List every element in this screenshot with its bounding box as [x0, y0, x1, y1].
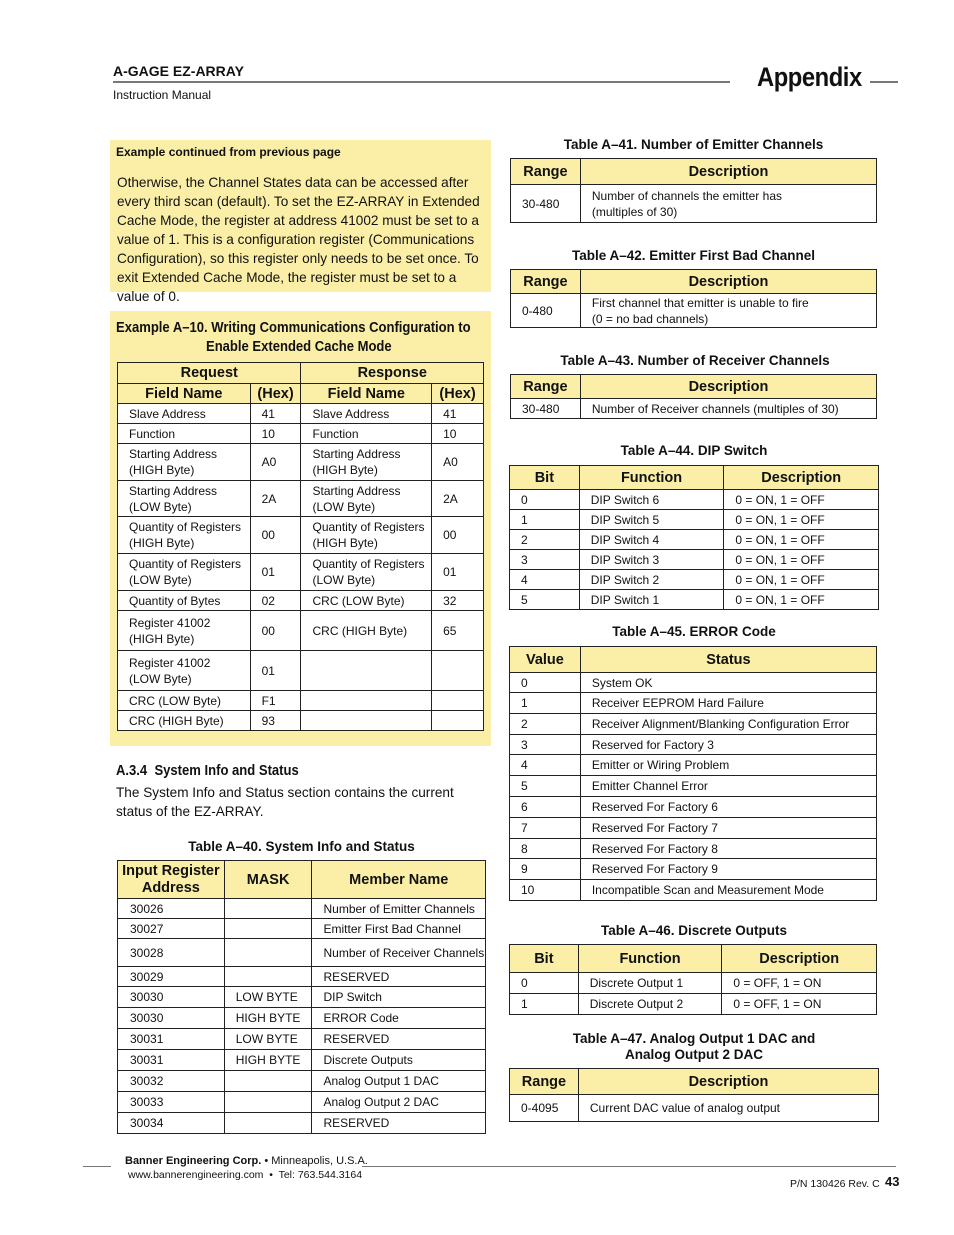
table-cell: Register 41002 (HIGH Byte): [118, 611, 251, 651]
example-a10-title-2: Enable Extended Cache Mode: [206, 339, 392, 355]
table-cell: Quantity of Registers (HIGH Byte): [301, 517, 432, 554]
example-continued-box: [110, 140, 491, 304]
table-cell: 7: [510, 818, 581, 839]
table-row: [118, 481, 484, 517]
table-cell: Starting Address (LOW Byte): [301, 481, 432, 517]
footer-company: Banner Engineering Corp.: [125, 1155, 262, 1167]
table-cell: 93: [250, 711, 301, 731]
table-cell: 0-480: [511, 294, 581, 328]
table-row: [118, 1050, 486, 1071]
table-cell: 9: [510, 859, 581, 880]
table-cell: HIGH BYTE: [224, 1008, 312, 1029]
table-row: [118, 919, 486, 939]
table-a40-header-mask: MASK: [224, 861, 312, 899]
table-cell: Reserved For Factory 9: [580, 859, 876, 880]
section-title: Appendix: [757, 62, 862, 92]
document-type: Instruction Manual: [113, 88, 212, 102]
table-cell: RESERVED: [312, 1113, 486, 1134]
table-cell: 30-480: [511, 185, 581, 223]
table-cell: 30031: [118, 1050, 225, 1071]
table-a41-header-range: Range: [511, 159, 581, 185]
table-row: [510, 818, 877, 839]
table-cell: 2: [510, 530, 580, 550]
page-number: 43: [885, 1174, 900, 1189]
table-row: [510, 673, 877, 693]
table-cell: 30026: [118, 899, 225, 919]
table-cell: [432, 711, 484, 731]
table-cell: LOW BYTE: [224, 987, 312, 1008]
table-row: [118, 939, 486, 967]
table-row: [118, 691, 484, 711]
table-cell: Function: [301, 424, 432, 444]
table-a45-header-value: Value: [510, 647, 581, 673]
table-a46-header-bit: Bit: [510, 945, 579, 973]
response-group-header: Response: [301, 363, 484, 384]
table-cell: Emitter Channel Error: [580, 776, 876, 797]
table-a44-header-bit: Bit: [510, 466, 580, 490]
table-cell: 30032: [118, 1071, 225, 1092]
table-row: [118, 1071, 486, 1092]
table-cell: 30030: [118, 1008, 225, 1029]
table-cell: 10: [250, 424, 301, 444]
table-a46: [509, 944, 877, 1015]
table-cell: 1: [510, 510, 580, 530]
table-cell: DIP Switch 4: [579, 530, 724, 550]
table-a40-caption: Table A–40. System Info and Status: [188, 839, 415, 854]
table-cell: Slave Address: [118, 404, 251, 424]
table-cell: [432, 651, 484, 691]
table-cell: 2A: [432, 481, 484, 517]
table-cell: [224, 1092, 312, 1113]
table-cell: Number of Receiver channels (multiples of 30): [580, 399, 876, 419]
table-a44-header-description: Description: [724, 466, 879, 490]
table-a47: [509, 1068, 879, 1122]
section-a34-body: The System Info and Status section contains the current status of the EZ-ARRAY.: [116, 785, 454, 819]
table-a41: [510, 158, 877, 223]
table-cell: Emitter First Bad Channel: [312, 919, 486, 939]
table-cell: 0 = OFF, 1 = ON: [722, 994, 877, 1015]
table-row: [118, 1008, 486, 1029]
table-cell: Incompatible Scan and Measurement Mode: [580, 880, 876, 901]
table-row: [510, 973, 877, 994]
table-cell: A0: [432, 444, 484, 481]
table-cell: [432, 691, 484, 711]
table-row: [510, 714, 877, 735]
table-a45-header-status: Status: [580, 647, 876, 673]
table-a45-caption: Table A–45. ERROR Code: [612, 624, 776, 639]
table-row: [118, 711, 484, 731]
table-cell: 0 = ON, 1 = OFF: [724, 510, 879, 530]
table-cell: 0-4095: [510, 1095, 579, 1122]
table-row: [510, 839, 877, 859]
table-cell: 00: [250, 611, 301, 651]
table-cell: [224, 919, 312, 939]
table-cell: 2A: [250, 481, 301, 517]
table-a42-caption: Table A–42. Emitter First Bad Channel: [571, 248, 816, 263]
table-row: [118, 1113, 486, 1134]
example-a10-title-1: Example A–10. Writing Communications Configuration to: [116, 320, 471, 336]
table-cell: [224, 1071, 312, 1092]
table-a43: [510, 374, 877, 419]
table-cell: 0 = ON, 1 = OFF: [724, 550, 879, 570]
table-a43-header-description: Description: [580, 375, 876, 399]
table-cell: DIP Switch 3: [579, 550, 724, 570]
table-cell: [224, 1113, 312, 1134]
table-cell: Quantity of Registers (LOW Byte): [118, 554, 251, 591]
table-cell: Number of channels the emitter has (multiples of 30): [580, 185, 876, 223]
table-cell: 0 = OFF, 1 = ON: [722, 973, 877, 994]
table-row: [510, 859, 877, 880]
table-row: [510, 994, 877, 1015]
table-cell: Number of Receiver Channels: [312, 939, 486, 967]
table-cell: 1: [510, 693, 581, 714]
table-cell: Discrete Output 1: [578, 973, 722, 994]
table-cell: Function: [118, 424, 251, 444]
table-row: [510, 1095, 879, 1122]
table-a47-caption-1: Table A–47. Analog Output 1 DAC and: [572, 1031, 816, 1046]
table-row: [511, 294, 877, 328]
table-cell: 00: [250, 517, 301, 554]
table-cell: 3: [510, 735, 581, 755]
table-cell: Quantity of Registers (LOW Byte): [301, 554, 432, 591]
table-a47-header-description: Description: [578, 1069, 878, 1095]
table-cell: DIP Switch 1: [579, 590, 724, 610]
table-row: [510, 550, 879, 570]
table-cell: 01: [250, 554, 301, 591]
table-a40-header-member: Member Name: [312, 861, 486, 899]
table-cell: 30-480: [511, 399, 581, 419]
table-a42-header-description: Description: [580, 270, 876, 294]
table-cell: 30030: [118, 987, 225, 1008]
request-field-name-header: Field Name: [118, 384, 251, 404]
table-row: [118, 967, 486, 987]
example-continued-heading: Example continued from previous page: [116, 145, 341, 159]
table-row: [118, 899, 486, 919]
header-rule: [113, 81, 730, 83]
table-cell: 32: [432, 591, 484, 611]
table-cell: 30034: [118, 1113, 225, 1134]
table-cell: First channel that emitter is unable to fire (0 = no bad channels): [580, 294, 876, 328]
table-cell: CRC (HIGH Byte): [118, 711, 251, 731]
table-cell: Discrete Outputs: [312, 1050, 486, 1071]
table-row: [118, 651, 484, 691]
table-cell: 3: [510, 550, 580, 570]
table-row: [118, 554, 484, 591]
table-cell: 5: [510, 590, 580, 610]
table-cell: 0: [510, 973, 579, 994]
table-cell: DIP Switch: [312, 987, 486, 1008]
table-cell: RESERVED: [312, 967, 486, 987]
table-cell: 2: [510, 714, 581, 735]
footer-rule-left: [83, 1166, 111, 1167]
table-cell: 01: [432, 554, 484, 591]
table-a46-caption: Table A–46. Discrete Outputs: [600, 923, 788, 938]
table-a41-header-description: Description: [580, 159, 876, 185]
request-hex-header: (Hex): [250, 384, 301, 404]
table-cell: LOW BYTE: [224, 1029, 312, 1050]
table-cell: Number of Emitter Channels: [312, 899, 486, 919]
table-a44-caption: Table A–44. DIP Switch: [620, 443, 768, 458]
table-cell: 0 = ON, 1 = OFF: [724, 530, 879, 550]
table-cell: Starting Address (LOW Byte): [118, 481, 251, 517]
table-cell: CRC (LOW Byte): [118, 691, 251, 711]
footer-contact: www.bannerengineering.com • Tel: 763.544.3164: [128, 1169, 363, 1181]
table-a42-header-range: Range: [511, 270, 581, 294]
header-rule-right: [870, 81, 898, 83]
table-cell: [301, 691, 432, 711]
table-a42: [510, 269, 877, 328]
example-continued-body: Otherwise, the Channel States data can be accessed after every third scan (default). To set the EZ-ARRAY in Extended Cache Mode, the register at address 41002 must be set to a value of 1. This is a configuration register (Communications Configuration), so this register only needs to be set once. To exit Extended Cache Mode, the register must be set to a value of 0.: [117, 175, 480, 304]
table-a47-caption-2: Analog Output 2 DAC: [625, 1047, 763, 1062]
table-cell: Reserved For Factory 8: [580, 839, 876, 859]
table-row: [118, 1092, 486, 1113]
table-cell: System OK: [580, 673, 876, 693]
request-group-header: Request: [118, 363, 301, 384]
table-cell: Reserved For Factory 7: [580, 818, 876, 839]
table-a45: [509, 646, 877, 901]
table-a46-header-function: Function: [578, 945, 722, 973]
table-row: [511, 185, 877, 223]
footer-part-number: P/N 130426 Rev. C: [790, 1178, 880, 1190]
example-a10-table: [117, 362, 484, 731]
table-cell: 30031: [118, 1029, 225, 1050]
table-cell: 6: [510, 797, 581, 818]
table-row: [118, 517, 484, 554]
table-row: [510, 590, 879, 610]
table-cell: Reserved for Factory 3: [580, 735, 876, 755]
table-cell: Receiver EEPROM Hard Failure: [580, 693, 876, 714]
table-cell: Receiver Alignment/Blanking Configuration Error: [580, 714, 876, 735]
table-cell: Quantity of Registers (HIGH Byte): [118, 517, 251, 554]
table-cell: [224, 899, 312, 919]
table-cell: HIGH BYTE: [224, 1050, 312, 1071]
table-cell: Current DAC value of analog output: [578, 1095, 878, 1122]
footer-rule-right: [362, 1166, 896, 1167]
table-cell: F1: [250, 691, 301, 711]
table-row: [510, 735, 877, 755]
table-a46-header-description: Description: [722, 945, 877, 973]
table-cell: 8: [510, 839, 581, 859]
table-cell: Emitter or Wiring Problem: [580, 755, 876, 776]
table-cell: 1: [510, 994, 579, 1015]
table-cell: 30033: [118, 1092, 225, 1113]
table-row: [118, 404, 484, 424]
table-cell: [224, 939, 312, 967]
table-cell: DIP Switch 5: [579, 510, 724, 530]
table-row: [511, 399, 877, 419]
response-hex-header: (Hex): [432, 384, 484, 404]
table-cell: DIP Switch 6: [579, 490, 724, 510]
table-cell: 4: [510, 755, 581, 776]
table-cell: 4: [510, 570, 580, 590]
table-row: [118, 591, 484, 611]
table-a40-header-address: Input Register Address: [118, 861, 225, 899]
table-cell: 30028: [118, 939, 225, 967]
table-cell: Analog Output 2 DAC: [312, 1092, 486, 1113]
table-cell: [301, 711, 432, 731]
table-a41-caption: Table A–41. Number of Emitter Channels: [563, 137, 824, 152]
table-row: [118, 987, 486, 1008]
table-a47-header-range: Range: [510, 1069, 579, 1095]
product-title: A-GAGE EZ-ARRAY: [113, 63, 244, 79]
table-cell: 02: [250, 591, 301, 611]
response-field-name-header: Field Name: [301, 384, 432, 404]
table-cell: [301, 651, 432, 691]
table-a44: [509, 465, 879, 610]
table-cell: 65: [432, 611, 484, 651]
table-cell: Register 41002 (LOW Byte): [118, 651, 251, 691]
table-cell: Quantity of Bytes: [118, 591, 251, 611]
table-row: [510, 776, 877, 797]
table-cell: CRC (LOW Byte): [301, 591, 432, 611]
table-cell: Reserved For Factory 6: [580, 797, 876, 818]
table-cell: 0: [510, 490, 580, 510]
table-cell: 10: [510, 880, 581, 901]
table-a44-header-function: Function: [579, 466, 724, 490]
table-cell: 41: [432, 404, 484, 424]
table-cell: 41: [250, 404, 301, 424]
table-cell: Starting Address (HIGH Byte): [118, 444, 251, 481]
table-row: [118, 611, 484, 651]
table-a43-header-range: Range: [511, 375, 581, 399]
table-cell: 10: [432, 424, 484, 444]
table-row: [510, 693, 877, 714]
table-row: [510, 530, 879, 550]
table-cell: 0 = ON, 1 = OFF: [724, 570, 879, 590]
table-cell: 0 = ON, 1 = OFF: [724, 590, 879, 610]
table-cell: 01: [250, 651, 301, 691]
table-row: [510, 510, 879, 530]
footer-location: • Minneapolis, U.S.A.: [261, 1155, 368, 1167]
table-cell: Discrete Output 2: [578, 994, 722, 1015]
table-cell: 00: [432, 517, 484, 554]
section-a34-heading: A.3.4 System Info and Status: [116, 763, 299, 779]
table-cell: Slave Address: [301, 404, 432, 424]
table-a43-caption: Table A–43. Number of Receiver Channels: [560, 353, 830, 368]
table-cell: 0 = ON, 1 = OFF: [724, 490, 879, 510]
table-cell: 30027: [118, 919, 225, 939]
table-row: [118, 424, 484, 444]
table-cell: A0: [250, 444, 301, 481]
table-row: [510, 755, 877, 776]
table-cell: ERROR Code: [312, 1008, 486, 1029]
table-row: [118, 444, 484, 481]
table-cell: 0: [510, 673, 581, 693]
table-cell: DIP Switch 2: [579, 570, 724, 590]
table-row: [510, 880, 877, 901]
table-cell: CRC (HIGH Byte): [301, 611, 432, 651]
table-row: [510, 570, 879, 590]
footer-company-line: [125, 1155, 368, 1167]
table-cell: Analog Output 1 DAC: [312, 1071, 486, 1092]
table-cell: [224, 967, 312, 987]
table-row: [510, 490, 879, 510]
table-cell: 30029: [118, 967, 225, 987]
table-row: [510, 797, 877, 818]
table-cell: Starting Address (HIGH Byte): [301, 444, 432, 481]
table-a40: [117, 860, 486, 1134]
table-cell: 5: [510, 776, 581, 797]
table-cell: RESERVED: [312, 1029, 486, 1050]
table-row: [118, 1029, 486, 1050]
